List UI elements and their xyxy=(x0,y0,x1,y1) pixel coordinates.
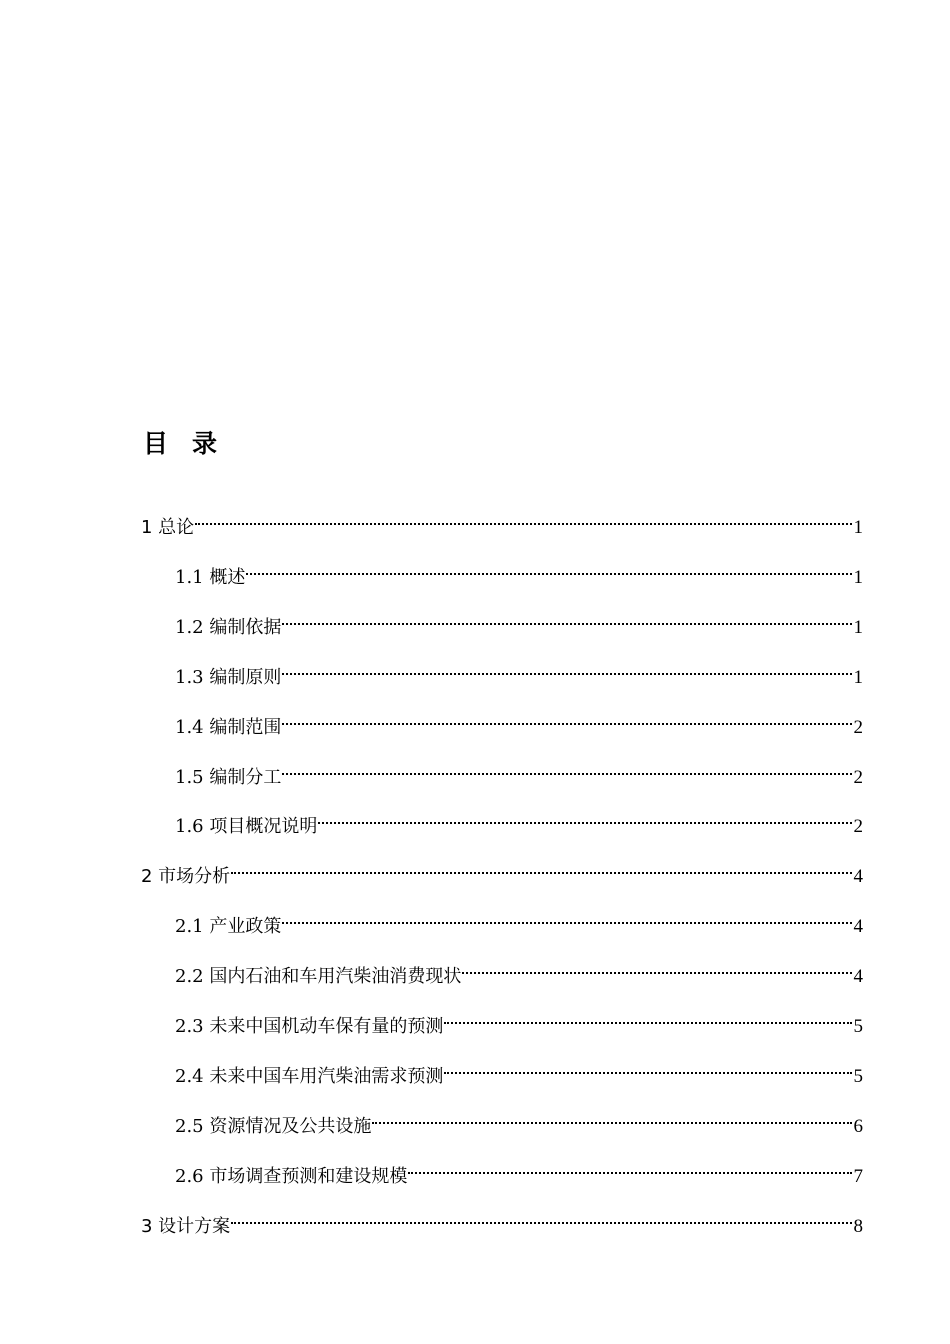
toc-page-number: 4 xyxy=(853,916,863,937)
toc-page-number: 8 xyxy=(853,1216,863,1237)
toc-entry[interactable] xyxy=(175,603,863,638)
toc-entry[interactable] xyxy=(175,902,863,937)
toc-entry-label: 2.4 未来中国车用汽柴油需求预测 xyxy=(175,1066,444,1087)
toc-page-number: 7 xyxy=(853,1166,863,1187)
toc-dot-leader xyxy=(372,1102,851,1132)
toc-dot-leader xyxy=(408,1152,851,1182)
toc-page-number: 1 xyxy=(853,617,863,638)
toc-entry-label: 2 市场分析 xyxy=(141,866,231,887)
toc-entry-label: 1.1 概述 xyxy=(175,567,246,588)
toc-page-number: 4 xyxy=(853,966,863,987)
toc-page-number: 2 xyxy=(853,767,863,788)
toc-dot-leader xyxy=(246,553,851,583)
toc-page-number: 2 xyxy=(853,816,863,837)
toc-page-number: 1 xyxy=(853,567,863,588)
toc-dot-leader xyxy=(318,802,851,832)
toc-entry-label: 3 设计方案 xyxy=(141,1216,231,1237)
toc-entry[interactable] xyxy=(141,1202,863,1237)
toc-entry-label: 1.2 编制依据 xyxy=(175,617,282,638)
toc-title: 目录 xyxy=(143,429,242,458)
toc-entry[interactable] xyxy=(175,703,863,738)
toc-page-number: 2 xyxy=(853,717,863,738)
toc-page-number: 1 xyxy=(853,667,863,688)
toc-entry-label: 2.3 未来中国机动车保有量的预测 xyxy=(175,1016,444,1037)
toc-dot-leader xyxy=(444,1002,851,1032)
toc-entry-label: 1.4 编制范围 xyxy=(175,717,282,738)
toc-dot-leader xyxy=(282,703,851,733)
toc-dot-leader xyxy=(282,902,851,932)
toc-entry[interactable] xyxy=(175,753,863,788)
toc-dot-leader xyxy=(231,852,851,882)
toc-entry-label: 1.6 项目概况说明 xyxy=(175,816,318,837)
toc-dot-leader xyxy=(195,503,851,533)
toc-dot-leader xyxy=(282,603,851,633)
toc-entry[interactable] xyxy=(141,503,863,538)
toc-entry[interactable] xyxy=(175,1102,863,1137)
toc-entry[interactable] xyxy=(175,1152,863,1187)
toc-entry[interactable] xyxy=(175,1002,863,1037)
toc-dot-leader xyxy=(444,1052,851,1082)
toc-entry-label: 2.5 资源情况及公共设施 xyxy=(175,1116,372,1137)
toc-page-number: 5 xyxy=(853,1066,863,1087)
toc-entry[interactable] xyxy=(175,1052,863,1087)
toc-page-number: 6 xyxy=(853,1116,863,1137)
toc-entry-label: 2.1 产业政策 xyxy=(175,916,282,937)
toc-entry-label: 1 总论 xyxy=(141,517,195,538)
toc-dot-leader xyxy=(231,1202,851,1232)
toc-entry[interactable] xyxy=(175,952,863,987)
toc-dot-leader xyxy=(462,952,851,982)
toc-page-number: 4 xyxy=(853,866,863,887)
toc-page-number: 5 xyxy=(853,1016,863,1037)
toc-entry-label: 2.2 国内石油和车用汽柴油消费现状 xyxy=(175,966,462,987)
toc-entry-label: 1.3 编制原则 xyxy=(175,667,282,688)
toc-entry-label: 2.6 市场调查预测和建设规模 xyxy=(175,1166,408,1187)
toc-entry[interactable] xyxy=(175,653,863,688)
toc-entry-label: 1.5 编制分工 xyxy=(175,767,282,788)
toc-page-number: 1 xyxy=(853,517,863,538)
toc-entry[interactable] xyxy=(175,553,863,588)
toc-entry[interactable] xyxy=(175,802,863,837)
toc-entry[interactable] xyxy=(141,852,863,887)
toc-dot-leader xyxy=(282,653,851,683)
toc-dot-leader xyxy=(282,753,851,783)
